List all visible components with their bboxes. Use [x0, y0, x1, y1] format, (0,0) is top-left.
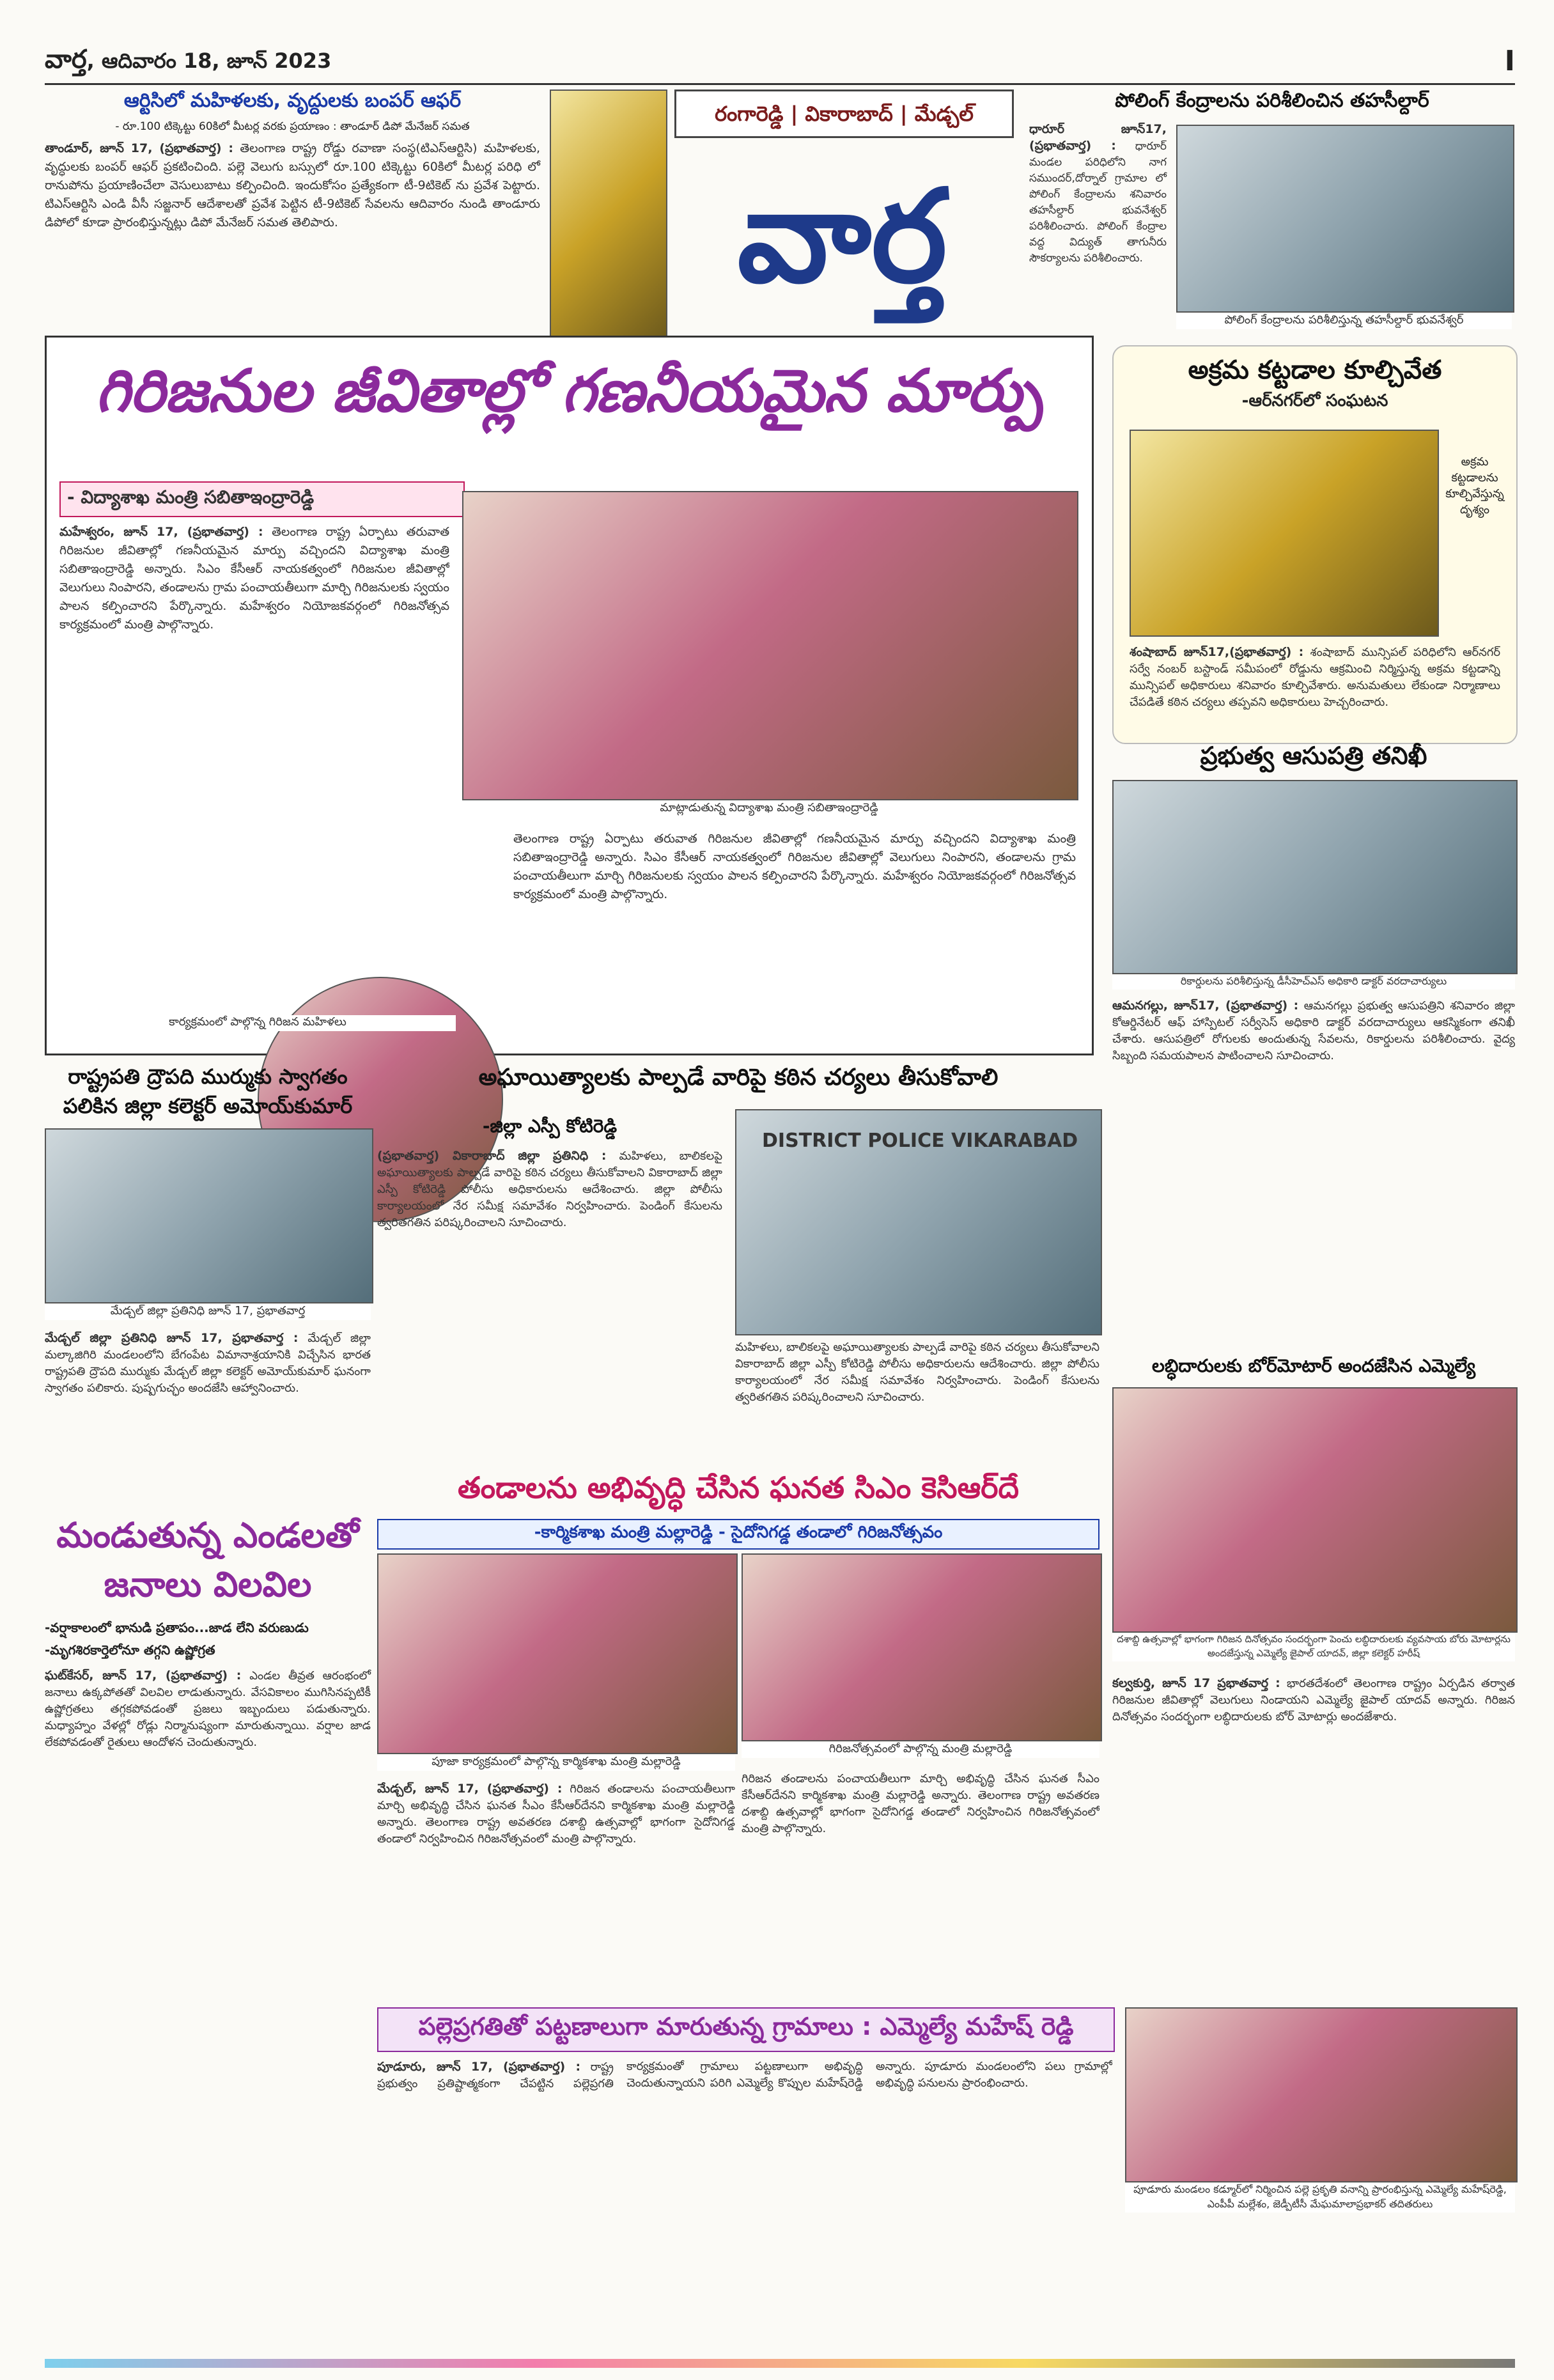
- police-photo: [735, 1109, 1102, 1335]
- photo-caption: దశాబ్ది ఉత్సవాల్లో భాగంగా గిరిజన దినోత్సవం సందర్భంగా పెంచు లబ్ధిదారులకు వ్యవసాయ బోరు మోటార్లను అందజేస్తున్న ఎమ్మెల్యే జైపాల్ యాదవ్, జిల్లా కలెక్టర్ హరీష్: [1112, 1633, 1515, 1661]
- dateline: తాండూర్, జూన్ 17, (ప్రభాతవార్త) :: [45, 141, 234, 155]
- body-text: మేడ్చల్ జిల్లా మల్కాజిగిరి మండలంలోని బేగంపేట విమానాశ్రయానికి విచ్చేసిన భారత రాష్ట్రపతి ద్రౌపది ముర్ముకు మేడ్చల్ జిల్లా కలెక్టర్ అమోయ్‌కుమార్ ఘనంగా స్వాగతం పలికారు. పుష్పగుచ్ఛం అందజేసి ఆహ్వానించారు.: [45, 1332, 371, 1395]
- masthead: వార్త, ఆదివారం 18, జూన్ 2023 I: [45, 45, 1515, 85]
- headline: పోలింగ్ కేంద్రాలను పరిశీలించిన తహసీల్దార్: [1115, 89, 1429, 112]
- color-registration-bar: [45, 2359, 1515, 2368]
- body-text: భారతదేశంలో తెలంగాణ రాష్ట్రం ఏర్పడిన తర్వాత గిరిజనుల జీవితాల్లో వెలుగులు నిండాయని ఎమ్మెల్యే జైపాల్ యాదవ్ అన్నారు. గిరిజన దినోత్సవం సందర్భంగా లబ్ధిదారులకు బోర్ మోటార్లు అందజేశారు.: [1112, 1677, 1515, 1723]
- body-text: తెలంగాణ రాష్ట్ర రోడ్డు రవాణా సంస్థ(టిఎస్ఆర్టిసి) మహిళలకు, వృద్ధులకు బంపర్ ఆఫర్ ప్రకటించింది. పల్లె వెలుగు బస్సులో రూ.100 టిక్కెట్టు 60కిలో మీటర్ల పరిధి లో రానుపోను ప్రయాణించేలా వెసులుబాటు కల్పించింది. ఇందుకోసం ప్రత్యేకంగా టీ-9టికెట్ ను ప్రవేశ పెట్టారు. టిఎస్ఆర్టిసి ఎండి వీసీ సజ్జనార్ ఆదేశాలతో ప్రవేశ పెట్టిన టీ-9టికెట్ సేవలను ఆదివారం నుండి తాండూరు డిపోలో కూడా ప్రారంభిస్తున్నట్లు డిపో మేనేజర్ సమత తెలిపారు.: [45, 141, 540, 229]
- dateline: ఆమనగల్లు, జూన్17, (ప్రభాతవార్త) :: [1112, 999, 1299, 1013]
- story-kcr: [377, 1470, 1099, 2007]
- hospital-photo: [1112, 780, 1518, 974]
- district-strip: రంగారెడ్డి | వికారాబాద్ | మేడ్చల్: [674, 89, 1014, 138]
- subhead: -జిల్లా ఎస్పీ కోటిరెడ్డి: [482, 1116, 618, 1137]
- body-text: తెలంగాణ రాష్ట్ర ఏర్పాటు తరువాత గిరిజనుల జీవితాల్లో గణనీయమైన మార్పు వచ్చిందని విద్యాశాఖ మంత్రి సబితాఇంద్రారెడ్డి అన్నారు. సిఎం కేసీఆర్ నాయకత్వంలో గిరిజనుల జీవితాల్లో వెలుగులు నింపారని, తండాలను గ్రామ పంచాయతీలుగా మార్చి గిరిజనులకు స్వయం పాలన కల్పించారని పేర్కొన్నారు. మహేశ్వరం నియోజకవర్గంలో గిరిజనోత్సవ కార్యక్రమంలో మంత్రి పాల్గొన్నారు.: [59, 525, 449, 632]
- dateline: శంషాబాద్ జూన్17,(ప్రభాతవార్త) :: [1130, 645, 1304, 659]
- body-continued: గిరిజన తండాలను పంచాయతీలుగా మార్చి అభివృద్ధి చేసిన ఘనత సీఎం కేసీఆర్‌దేనని కార్మికశాఖ మంత్రి మల్లారెడ్డి అన్నారు. తెలంగాణ రాష్ట్ర అవతరణ దశాబ్ది ఉత్సవాల్లో భాగంగా సైదోనిగడ్డ తండాలో నిర్వహించిన గిరిజనోత్సవంలో మంత్రి పాల్గొన్నారు.: [742, 1772, 1099, 1835]
- body-text: రాష్ట్ర ప్రభుత్వం ప్రతిష్టాత్మకంగా చేపట్టిన పల్లెప్రగతి కార్యక్రమంతో గ్రామాలు పట్టణాలుగా అభివృద్ధి చెందుతున్నాయని పరిగి ఎమ్మెల్యే కొప్పుల మహేష్‌రెడ్డి అన్నారు. పూడూరు మండలంలోని పలు గ్రామాల్లో అభివృద్ధి పనులను ప్రారంభించారు.: [377, 2060, 1112, 2090]
- dateline: మేడ్చల్, జూన్ 17, (ప్రభాతవార్త) :: [377, 1782, 563, 1796]
- body-text: ధారూర్ మండల పరిధిలోని నాగ సముందర్,దోర్నాల్ గ్రామాల లో పోలింగ్ కేంద్రాలను శనివారం తహసీల్దార్ భువనేశ్వర్ పరిశీలించారు. పోలింగ్ కేంద్రాల వద్ద విద్యుత్ తాగునీరు సౌకర్యాలను పరిశీలించారు.: [1029, 140, 1167, 265]
- headline: అఘాయిత్యాలకు పాల్పడే వారిపై కఠిన చర్యలు తీసుకోవాలి: [478, 1064, 998, 1091]
- festival-photo: [742, 1553, 1102, 1741]
- story-heat: [45, 1515, 371, 2327]
- minister-photo: [462, 491, 1078, 800]
- body-continued: తెలంగాణ రాష్ట్ర ఏర్పాటు తరువాత గిరిజనుల జీవితాల్లో గణనీయమైన మార్పు వచ్చిందని విద్యాశాఖ మంత్రి సబితాఇంద్రారెడ్డి అన్నారు. సిఎం కేసీఆర్ నాయకత్వంలో గిరిజనుల జీవితాల్లో వెలుగులు నింపారని, తండాలను గ్రామ పంచాయతీలుగా మార్చి గిరిజనులకు స్వయం పాలన కల్పించారని పేర్కొన్నారు. మహేశ్వరం నియోజకవర్గంలో గిరిజనోత్సవ కార్యక్రమంలో మంత్రి పాల్గొన్నారు.: [513, 832, 1076, 901]
- paper-name: వార్త: [45, 45, 87, 74]
- body-continued: మహిళలు, బాలికలపై అఘాయిత్యాలకు పాల్పడే వారిపై కఠిన చర్యలు తీసుకోవాలని వికారాబాద్ జిల్లా ఎస్పీ కోటిరెడ్డి పోలీసు అధికారులను ఆదేశించారు. జిల్లా పోలీసు కార్యాలయంలో నేర సమీక్ష సమావేశం నిర్వహించారు. పెండింగ్ కేసులను త్వరితగతిన పరిష్కరించాలని సూచించారు.: [735, 1341, 1099, 1404]
- dateline: ధారూర్ జూన్17,(ప్రభాతవార్త) :: [1029, 122, 1167, 153]
- dateline: మహేశ్వరం, జూన్ 17, (ప్రభాతవార్త) :: [59, 525, 263, 539]
- body-text: గిరిజన తండాలను పంచాయతీలుగా మార్చి అభివృద్ధి చేసిన ఘనత సీఎం కేసీఆర్‌దేనని కార్మికశాఖ మంత్రి మల్లారెడ్డి అన్నారు. తెలంగాణ రాష్ట్ర అవతరణ దశాబ్ది ఉత్సవాల్లో భాగంగా సైదోనిగడ్డ తండాలో నిర్వహించిన గిరిజనోత్సవంలో మంత్రి పాల్గొన్నారు.: [377, 1782, 735, 1846]
- photo-caption: మేడ్చల్ జిల్లా ప్రతినిధి జూన్ 17, ప్రభాతవార్త: [45, 1304, 371, 1320]
- headline-line2: జనాలు విలవిల: [104, 1564, 312, 1605]
- subhead: - విద్యాశాఖ మంత్రి సబితాఇంద్రారెడ్డి: [59, 481, 465, 517]
- headline: లబ్ధిదారులకు బోర్‌మోటార్ అందజేసిన ఎమ్మెల్యే: [1151, 1355, 1476, 1376]
- demolition-photo: [1130, 430, 1439, 637]
- story-tribal: [45, 336, 1094, 1055]
- headline: ఆర్టిసిలో మహిళలకు, వృద్దులకు బంపర్ ఆఫర్: [123, 89, 462, 112]
- headline: తండాలను అభివృద్ధి చేసిన ఘనత సిఎం కెసిఆర్‌దే: [457, 1470, 1020, 1505]
- subhead: -ఆర్‌నగర్‌లో సంఘటన: [1241, 391, 1388, 410]
- photo-caption: పూడూరు మండలం కడ్మూర్‌లో నిర్మించిన పల్లె ప్రకృతి వనాన్ని ప్రారంభిస్తున్న ఎమ్మెల్యే మహేష్‌రెడ్డి, ఎంపీపీ మల్లేశం, జెడ్పీటీసీ మేఘమాలాప్రభాకర్ తదితరులు: [1125, 2183, 1515, 2213]
- page-number: I: [1504, 45, 1515, 77]
- headline-line2: పలికిన జిల్లా కలెక్టర్ అమోయ్‌కుమార్: [63, 1094, 353, 1118]
- dateline: పూడూరు, జూన్ 17, (ప్రభాతవార్త) :: [377, 2060, 581, 2074]
- story-polling: [1029, 89, 1515, 345]
- headline-line1: మండుతున్న ఎండలతో: [56, 1515, 359, 1555]
- photo-caption: మాట్లాడుతున్న విద్యాశాఖ మంత్రి సబితాఇంద్రారెడ్డి: [462, 801, 1076, 817]
- photo-caption-1: పూజా కార్యక్రమంలో పాల్గొన్న కార్మికశాఖ మంత్రి మల్లారెడ్డి: [377, 1755, 735, 1771]
- dateline: (ప్రభాతవార్త) వికారాబాద్ జిల్లా ప్రతినిధి :: [377, 1149, 607, 1163]
- dateline: మేడ్చల్ జిల్లా ప్రతినిధి జూన్ 17, ప్రభాతవార్త :: [45, 1331, 299, 1345]
- dateline: కల్వకుర్తి, జూన్ 17 ప్రభాతవార్త :: [1112, 1676, 1280, 1690]
- body-text: శంషాబాద్ మున్సిపల్ పరిధిలోని ఆర్‌నగర్ సర్వే నంబర్ బస్టాండ్ సమీపంలో రోడ్డును ఆక్రమించి నిర్మిస్తున్న అక్రమ కట్టడాన్ని మున్సిపల్ అధికారులు శనివారం కూల్చివేశారు. అనుమతులు లేకుండా నిర్మాణాలు చేపడితే కఠిన చర్యలు తప్పవని అధికారులు హెచ్చరించారు.: [1130, 646, 1500, 709]
- headline: పల్లెప్రగతితో పట్టణాలుగా మారుతున్న గ్రామాలు : ఎమ్మెల్యే మహేష్ రెడ్డి: [377, 2007, 1115, 2052]
- photo-caption-2: గిరిజనోత్సవంలో పాల్గొన్న మంత్రి మల్లారెడ్డి: [742, 1742, 1099, 1758]
- village-photo: [1125, 2007, 1518, 2182]
- puja-photo: [377, 1553, 738, 1754]
- headline: అక్రమ కట్టడాల కూల్చివేత: [1188, 355, 1442, 385]
- body-text: మహిళలు, బాలికలపై అఘాయిత్యాలకు పాల్పడే వారిపై కఠిన చర్యలు తీసుకోవాలని వికారాబాద్ జిల్లా ఎస్పీ కోటిరెడ్డి పోలీసు అధికారులను ఆదేశించారు. జిల్లా పోలీసు కార్యాలయంలో నేర సమీక్ష సమావేశం నిర్వహించారు. పెండింగ్ కేసులను త్వరితగతిన పరిష్కరించాలని సూచించారు.: [377, 1149, 722, 1229]
- subhead: -కార్మికశాఖ మంత్రి మల్లారెడ్డి - సైదోనిగడ్డ తండాలో గిరిజనోత్సవం: [377, 1519, 1099, 1550]
- issue-date: ఆదివారం 18, జూన్ 2023: [101, 49, 332, 73]
- temple-photo: [550, 89, 667, 341]
- story-demolition: [1112, 345, 1518, 744]
- story-villages: [377, 2007, 1515, 2340]
- photo-label: అక్రమ కట్టడాలను కూల్చివేస్తున్న దృశ్యం: [1445, 455, 1504, 517]
- photo-caption: పోలింగ్ కేంద్రాలను పరిశీలిస్తున్న తహసీల్దార్ భువనేశ్వర్: [1176, 313, 1512, 329]
- story-hospital: [1112, 742, 1515, 1342]
- story-police: [377, 1064, 1099, 1467]
- body-text: ఎండల తీవ్రత ఆరంభంలో జనాలు ఉక్కపోతతో విలవిల లాడుతున్నారు. వేసవికాలం ముగిసినప్పటికీ ఉష్ణోగ్రతలు తగ్గకపోవడంతో ప్రజలు ఇబ్బందులు పడుతున్నారు. మధ్యాహ్నం వేళల్లో రోడ్లు నిర్మానుష్యంగా మారుతున్నాయి. వర్షాల జాడ లేకపోవడంతో రైతులు ఆందోళన చెందుతున్నారు.: [45, 1669, 371, 1749]
- story-president: [45, 1064, 371, 1512]
- photo-caption-2: కార్యక్రమంలో పాల్గొన్న గిరిజన మహిళలు: [59, 1015, 456, 1031]
- masthead-banner: [550, 89, 1010, 339]
- headline-line1: రాష్ట్రపతి ద్రౌపది ముర్ముకు స్వాగతం: [68, 1064, 348, 1089]
- subhead: - రూ.100 టిక్కెట్టు 60కిలో మీటర్ల వరకు ప్రయాణం : తాండూర్ డిపో మేనేజర్ సమత: [115, 120, 470, 133]
- story-borewell: [1112, 1355, 1515, 1963]
- paper-logo: వార్త: [737, 161, 947, 311]
- subhead-2: -మృగశిరకార్తెలోనూ తగ్గని ఉష్ణోగ్రత: [45, 1642, 215, 1658]
- polling-photo: [1176, 125, 1514, 313]
- photo-caption: రికార్డులను పరిశీలిస్తున్న డీసీహెచ్ఎస్ అధికారి డాక్టర్ వరదాచార్యులు: [1112, 975, 1515, 990]
- police-sign: DISTRICT POLICE VIKARABAD: [762, 1130, 1078, 1152]
- headline: గిరిజనుల జీవితాల్లో గణనీయమైన మార్పు: [95, 357, 1043, 425]
- president-photo: [45, 1128, 373, 1303]
- headline: ప్రభుత్వ ఆసుపత్రి తనిఖీ: [1200, 742, 1427, 770]
- dateline: ఘట్‌కేసర్, జూన్ 17, (ప్రభాతవార్త) :: [45, 1668, 242, 1683]
- story-bus: [45, 89, 540, 345]
- body-text: ఆమనగల్లు ప్రభుత్వ ఆసుపత్రిని శనివారం జిల్లా కోఆర్డినేటర్ ఆఫ్ హాస్పిటల్ సర్వీసెస్ అధికారి డాక్టర్ వరదాచార్యులు ఆకస్మికంగా తనిఖీ చేశారు. ఆసుపత్రిలో రోగులకు అందుతున్న సేవలను, రికార్డులను పరిశీలించారు. వైద్య సిబ్బంది సమయపాలన పాటించాలని సూచించారు.: [1112, 999, 1515, 1062]
- borewell-photo: [1112, 1387, 1518, 1633]
- subhead: -వర్షాకాలంలో భానుడి ప్రతాపం...జాడ లేని వరుణుడు: [45, 1620, 309, 1635]
